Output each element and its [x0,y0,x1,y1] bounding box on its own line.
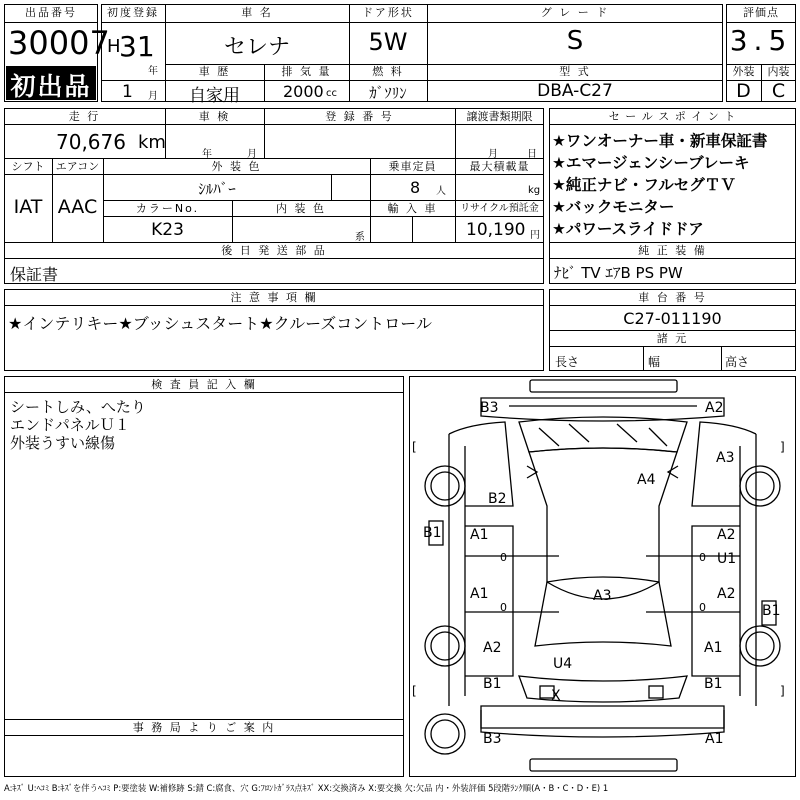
seats-label: 乗車定員 [388,160,437,173]
damage-mark: B1 [704,676,723,692]
ext-color-label: 外 装 色 [211,160,262,173]
history-value: 自家用 [189,86,240,106]
damage-mark: U4 [553,656,573,672]
damage-mark: A2 [717,527,736,543]
seats-value: 8 [410,178,421,197]
door-label: ドア形状 [362,6,414,19]
damage-mark: A1 [470,586,489,602]
width-label: 幅 [648,355,661,369]
bracket-mark: ] [780,440,785,454]
transfer-label: 譲渡書類期限 [466,110,533,123]
lot-number: 30007 [8,24,110,62]
first-listing-text: 初出品 [10,72,92,101]
fuel-value: ｶﾞｿﾘﾝ [369,84,407,102]
mileage-value: 70,676 [56,130,126,154]
length-label: 長さ [555,355,580,369]
door-value: 5W [368,28,408,56]
legend-text: A:ｷｽﾞ U:ﾍｺﾐ B:ｷｽﾞを伴うﾍｺﾐ P:要塗装 W:補修跡 S:錆 C:腐食、穴 G:ﾌﾛﾝﾄｶﾞﾗｽ点ｷｽﾞ XX:交換済み X:要交換 欠:欠品 内・外装評価 5段階ﾗﾝｸ順(A・B・C・D・E) 1 [4,783,609,793]
grade-value: S [566,26,584,56]
lot-label: 出品番号 [25,6,77,19]
damage-mark: B3 [480,400,499,416]
damage-mark: X [551,688,561,704]
zero-mark: 0 [699,551,706,564]
displacement-unit: cc [326,88,337,99]
score-label: 評価点 [743,6,779,19]
inspection-month-unit: 月 [247,149,257,160]
chassis-value: C27-011190 [623,309,722,328]
year-value: 31 [119,30,155,63]
seats-unit: 人 [436,186,446,197]
bracket-mark: [ [412,684,417,698]
transfer-day-unit: 日 [527,149,537,160]
car-name-label: 車 名 [241,6,273,19]
grade-label: グ レ ー ド [540,6,610,19]
inspector-line: 外装うすい線傷 [10,434,116,452]
damage-mark: A2 [705,400,724,416]
damage-mark: A3 [593,588,612,604]
sales-point: ★純正ナビ・フルセグＴＶ [552,176,736,194]
fuel-label: 燃 料 [372,65,404,78]
sales-point: ★バックモニター [552,198,675,216]
recycle-unit: 円 [530,230,540,241]
load-label: 最大積載量 [469,160,530,173]
int-color-unit: 系 [355,232,365,243]
damage-mark: B1 [762,603,781,619]
damage-mark: A1 [704,640,723,656]
damage-mark: B1 [483,676,502,692]
recycle-value: 10,190 [466,220,526,240]
model-value: DBA-C27 [537,81,613,101]
chassis-label: 車 台 番 号 [638,291,707,304]
inspector-label: 検 査 員 記 入 欄 [151,378,257,391]
inspector-line: シートしみ、へたり [10,398,146,416]
zero-mark: 0 [699,601,706,614]
ac-label: エアコン [55,160,100,173]
displacement-label: 排 気 量 [281,65,332,78]
month-value: 1 [122,82,133,102]
import-label: 輸 入 車 [387,202,438,215]
later-parts-value: 保証書 [10,265,59,284]
damage-mark: A2 [717,586,736,602]
damage-mark: B1 [423,525,442,541]
score-value: 3.5 [729,24,793,57]
sales-point: ★パワースライドドア [552,220,704,238]
transfer-month-unit: 月 [488,149,498,160]
damage-mark: A3 [716,450,735,466]
office-label: 事 務 局 よ り ご 案 内 [132,721,276,734]
damage-mark: U1 [717,551,737,567]
notes-label: 注 意 事 項 欄 [230,291,318,304]
sales-point: ★エマージェンシーブレーキ [552,154,750,172]
equip-label: 純 正 装 備 [638,244,707,257]
exterior-label: 外装 [732,65,755,78]
shift-value: IAT [13,196,43,218]
ac-value: AAC [57,196,98,218]
interior-label: 内装 [767,65,790,78]
zero-mark: 0 [500,551,507,564]
exterior-grade: D [736,80,751,102]
color-no-label: カラーNo. [135,202,200,215]
spec-label: 諸 元 [656,332,689,345]
recycle-label: リサイクル預託金 [460,203,539,214]
damage-mark: A4 [637,472,656,488]
bracket-mark: ] [780,684,785,698]
registration-label: 登 録 番 号 [325,110,394,123]
mileage-unit: km [138,132,166,153]
car-outline-diagram [409,376,796,777]
load-unit: kg [528,185,541,196]
month-unit: 月 [148,91,158,102]
mileage-label: 走 行 [68,110,101,123]
inspector-line: エンドパネルＵ１ [10,416,130,434]
damage-mark: B3 [483,731,502,747]
equip-value: ﾅﾋﾞ TV ｴｱB PS PW [554,264,683,282]
sales-point: ★ワンオーナー車・新車保証書 [552,132,768,150]
ext-color-value: ｼﾙﾊﾞｰ [198,180,236,198]
inspection-year-unit: 年 [202,149,212,160]
later-parts-label: 後 日 発 送 部 品 [221,244,327,257]
inspection-label: 車 検 [198,110,231,123]
height-label: 高さ [725,355,750,369]
history-label: 車 歴 [198,65,231,78]
damage-mark: A1 [705,731,724,747]
damage-mark: A2 [483,640,502,656]
bracket-mark: [ [412,440,417,454]
int-color-label: 内 装 色 [276,202,326,215]
era-text: H [107,36,121,57]
first-reg-label: 初度登録 [107,6,159,19]
sales-label: セ ー ル ス ポ イ ン ト [608,110,737,123]
interior-grade: C [771,80,786,102]
zero-mark: 0 [500,601,507,614]
notes-value: ★インテリキー★ブッシュスタート★クルーズコントロール [8,314,432,333]
displacement-value: 2000 [283,82,324,101]
model-label: 型 式 [559,65,591,78]
color-no-value: K23 [151,220,184,240]
damage-mark: B2 [488,491,507,507]
damage-mark: A1 [470,527,489,543]
shift-label: シフト [11,160,45,173]
year-unit: 年 [148,66,158,77]
car-name-value: セレナ [223,35,290,60]
